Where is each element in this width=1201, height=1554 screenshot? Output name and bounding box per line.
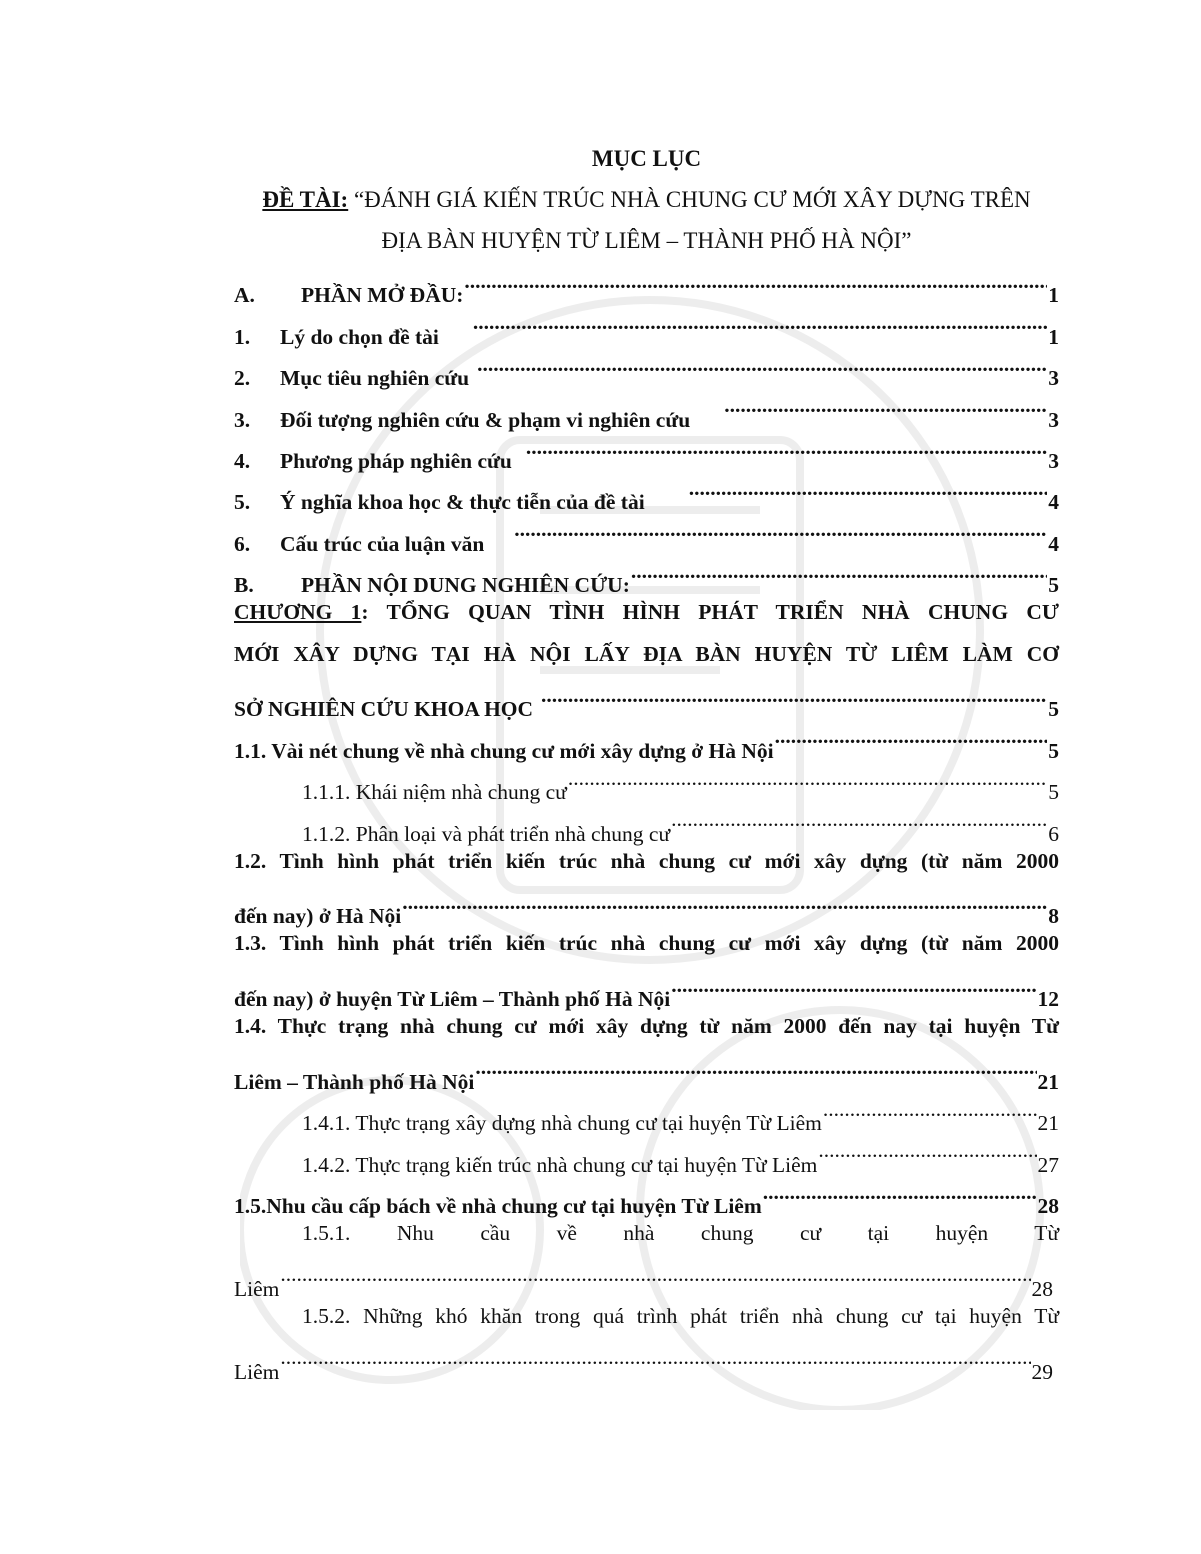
toc-entry-chapter-1[interactable] xyxy=(234,592,1059,722)
toc-entry-page: 4 xyxy=(1048,490,1059,515)
dot-leader xyxy=(689,468,1048,509)
dot-leader xyxy=(823,1089,1037,1130)
chapter-line-1 xyxy=(234,592,1059,633)
toc-entry-page: 5 xyxy=(1048,573,1059,598)
dot-leader xyxy=(568,758,1047,799)
toc-entry-page: 1 xyxy=(1048,283,1059,308)
toc-entry-label: đến nay) ở Hà Nội xyxy=(234,904,402,929)
chapter-line-2: MỚI XÂY DỰNG TẠI HÀ NỘI LẤY ĐỊA BÀN HUYỆN TỪ LIÊM LÀM CƠ xyxy=(234,641,1059,666)
toc-entry-line-1: 1.3. Tình hình phát triển kiến trúc nhà chung cư mới xây dựng (từ năm 2000 xyxy=(234,931,1059,956)
dot-leader xyxy=(280,1337,1030,1378)
toc-entry-label: Liêm xyxy=(234,1359,280,1384)
toc-entry-page: 5 xyxy=(1048,780,1059,805)
dot-leader xyxy=(473,302,1047,343)
toc-entry-line-1: 1.2. Tình hình phát triển kiến trúc nhà chung cư mới xây dựng (từ năm 2000 xyxy=(234,848,1059,873)
toc-entry-label: 1.4.1. Thực trạng xây dựng nhà chung cư tại huyện Từ Liêm xyxy=(302,1111,822,1136)
toc-entry-1-3[interactable] xyxy=(234,923,1059,1012)
toc-entry-line-2 xyxy=(234,882,1059,929)
toc-entry-page: 4 xyxy=(1048,531,1059,556)
chapter-line-3 xyxy=(234,675,1059,722)
toc-entry-label: 1.5.Nhu cầu cấp bách về nhà chung cư tại huyện Từ Liêm xyxy=(234,1194,762,1219)
toc-entry-number: 2. xyxy=(234,366,251,391)
toc-entry-label: SỞ NGHIÊN CỨU KHOA HỌC xyxy=(234,697,534,722)
toc-entry-page: 28 xyxy=(1031,1276,1053,1301)
toc-entry-number: 3. xyxy=(234,407,251,432)
toc-entry-label: Liêm – Thành phố Hà Nội xyxy=(234,1069,475,1094)
chapter-prefix: CHƯƠNG 1 xyxy=(234,600,362,625)
topic-line-2: ĐỊA BÀN HUYỆN TỪ LIÊM – THÀNH PHỐ HÀ NỘI” xyxy=(381,228,912,253)
toc-entry-page: 1 xyxy=(1048,324,1059,349)
toc-entry-line-1: 1.5.1. Nhu cầu về nhà chung cư tại huyện Từ xyxy=(302,1221,1059,1246)
dot-leader xyxy=(671,965,1036,1006)
toc-entry-page: 3 xyxy=(1048,448,1059,473)
toc-entry-page: 29 xyxy=(1031,1359,1053,1384)
dot-leader xyxy=(763,1172,1037,1213)
toc-entry-number: 5. xyxy=(234,490,251,515)
toc-entry-label: 1.1.2. Phân loại và phát triển nhà chung cư xyxy=(302,821,671,846)
page-title: MỤC LỤC xyxy=(591,146,702,171)
toc-entry-line-1: 1.4. Thực trạng nhà chung cư mới xây dựng từ năm 2000 đến nay tại huyện Từ xyxy=(234,1014,1059,1039)
toc-entry-page: 27 xyxy=(1037,1152,1059,1177)
toc-entry-line-1: 1.5.2. Những khó khăn trong quá trình phát triển nhà chung cư tại huyện Từ xyxy=(302,1303,1059,1328)
toc-entry-page: 3 xyxy=(1048,407,1059,432)
toc-entry-label: Mục tiêu nghiên cứu xyxy=(280,366,470,391)
toc-entry-label: 1.4.2. Thực trạng kiến trúc nhà chung cư tại huyện Từ Liêm xyxy=(302,1152,818,1177)
toc-entry-number: 4. xyxy=(234,448,251,473)
toc-entry-line-2 xyxy=(234,1048,1059,1094)
table-of-contents xyxy=(234,138,1059,1384)
toc-entry-number: B. xyxy=(234,573,254,598)
toc-entry-label: Lý do chọn đề tài xyxy=(280,324,439,349)
toc-entry-label: PHẦN MỞ ĐẦU: xyxy=(301,283,464,308)
toc-entry-page: 3 xyxy=(1048,366,1059,391)
toc-entry-label: 1.1. Vài nét chung về nhà chung cư mới xây dựng ở Hà Nội xyxy=(234,738,774,763)
topic-line-1 xyxy=(234,179,1059,220)
toc-entry-number: A. xyxy=(234,283,255,308)
toc-entry-page: 21 xyxy=(1037,1111,1059,1136)
toc-entry-label: PHẦN NỘI DUNG NGHIÊN CỨU: xyxy=(301,573,630,598)
topic-label: ĐỀ TÀI: xyxy=(262,187,349,212)
toc-entry-label: Liêm xyxy=(234,1276,280,1301)
toc-entry-label: Cấu trúc của luận văn xyxy=(280,531,485,556)
toc-entry-page: 28 xyxy=(1037,1194,1059,1219)
dot-leader xyxy=(514,509,1047,550)
toc-entry-page: 5 xyxy=(1048,738,1059,763)
dot-leader xyxy=(671,799,1047,840)
dot-leader xyxy=(724,385,1047,426)
dot-leader xyxy=(541,675,1047,716)
chapter-title-part: : TỔNG QUAN TÌNH HÌNH PHÁT TRIỂN NHÀ CHUNG CƯ xyxy=(361,600,1059,625)
topic-text: “ĐÁNH GIÁ KIẾN TRÚC NHÀ CHUNG CƯ MỚI XÂY DỰNG TRÊN xyxy=(348,187,1031,212)
toc-entry-page: 21 xyxy=(1037,1069,1059,1094)
toc-entry-line-2 xyxy=(234,1254,1059,1301)
toc-entry-line-2 xyxy=(234,1337,1059,1384)
toc-entry-label: Phương pháp nghiên cứu xyxy=(280,448,512,473)
dot-leader xyxy=(464,261,1047,302)
toc-entry-number: 1. xyxy=(234,324,251,349)
toc-entry-line-2 xyxy=(234,965,1059,1012)
toc-entry-label: Đối tượng nghiên cứu & phạm vi nghiên cứu xyxy=(280,407,691,432)
dot-leader xyxy=(775,716,1048,757)
toc-entry-label: 1.1.1. Khái niệm nhà chung cư xyxy=(302,780,567,805)
toc-entry-page: 12 xyxy=(1037,987,1059,1012)
toc-entry-number: 6. xyxy=(234,531,251,556)
dot-leader xyxy=(818,1130,1036,1171)
toc-entry-1-4[interactable] xyxy=(234,1006,1059,1094)
toc-entry-page: 6 xyxy=(1048,821,1059,846)
dot-leader xyxy=(475,1048,1036,1089)
toc-entry-label: đến nay) ở huyện Từ Liêm – Thành phố Hà Nội xyxy=(234,987,671,1012)
toc-entry-1-5-2[interactable] xyxy=(234,1296,1059,1384)
toc-entry-1-5-1[interactable] xyxy=(234,1213,1059,1301)
dot-leader xyxy=(402,882,1047,923)
dot-leader xyxy=(631,551,1047,592)
toc-entry-part-a[interactable] xyxy=(234,261,1059,308)
toc-entry-1-2[interactable] xyxy=(234,841,1059,929)
toc-entry-page: 5 xyxy=(1048,697,1059,722)
dot-leader xyxy=(477,344,1047,385)
toc-entry-label: Ý nghĩa khoa học & thực tiễn của đề tài xyxy=(280,490,645,515)
dot-leader xyxy=(526,427,1047,468)
dot-leader xyxy=(280,1254,1030,1295)
toc-entry-page: 8 xyxy=(1048,904,1059,929)
